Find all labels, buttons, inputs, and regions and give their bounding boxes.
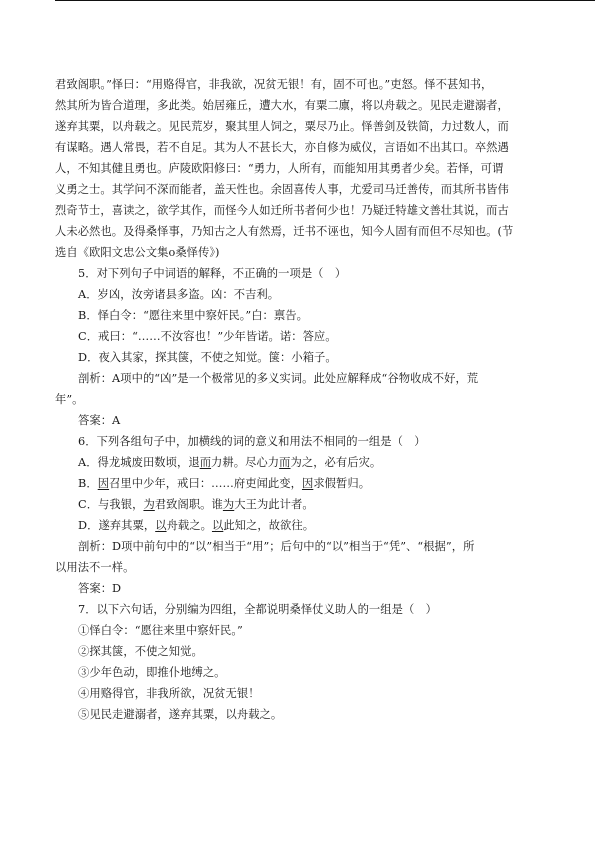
question-stem: 5．对下列句子中词语的解释，不正确的一项是（ ） <box>78 267 347 280</box>
underlined-word: 因 <box>301 477 314 490</box>
document-body <box>55 74 543 725</box>
option-text: 舟载之。 <box>166 519 212 532</box>
option-text: A．得龙城废田数顷，退 <box>78 456 200 469</box>
analysis-text: 年”。 <box>55 393 84 406</box>
option-d <box>55 515 543 536</box>
question-stem: 7．以下六句话，分别编为四组，全都说明桑怿仗义助人的一组是（ ） <box>78 603 437 616</box>
list-item: ①怿白令：“愿往来里中察奸民。” <box>78 624 243 637</box>
passage-line: 烈奇节士，喜读之，欲学其作，而怪今人如迁所书者何少也！乃疑迁特雄文善壮其说，而古 <box>55 204 509 217</box>
question-7 <box>55 599 543 725</box>
list-item: ⑤见民走避溺者，遂弃其粟，以舟载之。 <box>78 708 283 721</box>
option-text: C．与我银， <box>78 498 144 511</box>
page-top-rule <box>55 0 595 1</box>
option-text: 此知之，故欲往。 <box>223 519 315 532</box>
question-stem: 6．下列各组句子中，加横线的词的意义和用法不相同的一组是（ ） <box>78 435 426 448</box>
option-d: D．夜入其家，探其箧，不使之知觉。箧：小箱子。 <box>78 351 337 364</box>
list-item: ④用赂得官，非我所欲，况贫无银！ <box>78 687 260 700</box>
underlined-word: 以 <box>155 519 167 532</box>
passage-line: 义勇之士。其学问不深而能者，盖天性也。余固喜传人事，尤爱司马迁善传，而其所书皆伟 <box>55 183 509 196</box>
question-6 <box>55 431 543 599</box>
passage-line: 人，不知其健且勇也。庐陵欧阳修曰：“勇力，人所有，而能知用其勇者少矣。若怿，可谓 <box>55 162 504 175</box>
passage-line: 选自《欧阳文忠公文集o桑怿传》) <box>55 246 220 259</box>
passage-line: 遂弃其粟，以舟载之。见民荒岁，聚其里人饲之，粟尽乃止。怿善剑及铁简，力过数人，而 <box>55 120 509 133</box>
passage-line: 然其所为皆合道理，多此类。始居雍丘，遭大水，有粟二廪，将以舟载之。见民走避溺者， <box>55 99 509 112</box>
option-text: 为之，必有后灾。 <box>290 456 382 469</box>
option-b: B．怿白令：“愿往来里中察奸民。”白：禀告。 <box>78 309 308 322</box>
underlined-word: 以 <box>211 519 224 532</box>
underlined-word: 而 <box>199 456 212 469</box>
option-a: A．岁凶，汝旁诸县多盗。凶：不吉利。 <box>78 288 280 301</box>
analysis-text: 剖析：D项中前句中的“以”相当于“用”；后句中的“以”相当于“凭”、“根据”，所 <box>78 540 475 553</box>
option-text: 求假暂归。 <box>313 477 371 490</box>
answer-text: 答案：D <box>78 582 122 595</box>
passage-line: 人未必然也。及得桑怿事，乃知古之人有然焉，迁书不诬也，知今人固有而但不尽知也。(节 <box>55 225 514 238</box>
analysis-text: 以用法不一样。 <box>55 561 135 574</box>
option-text: 大王为此计者。 <box>234 498 314 511</box>
underlined-word: 为 <box>222 498 235 511</box>
option-text: D．遂弃其粟， <box>78 519 156 532</box>
option-a <box>55 452 543 473</box>
passage <box>55 74 543 263</box>
list-item: ③少年色动，即推仆地缚之。 <box>78 666 226 679</box>
underlined-word: 为 <box>143 498 155 511</box>
option-text: 力耕。尽心力 <box>211 456 280 469</box>
list-item: ②探其箧，不使之知觉。 <box>78 645 203 658</box>
passage-line: 有谋略。遇人常畏，若不自足。其为人不甚长大，亦自修为威仪，言语如不出其口。卒然遇 <box>55 141 509 154</box>
analysis-text: 剖析：A项中的“凶”是一个极常见的多义实词。此处应解释成“谷物收成不好，荒 <box>78 372 479 385</box>
underlined-word: 因 <box>97 477 110 490</box>
option-c <box>55 494 543 515</box>
passage-line: 君致阁职。”怿曰：“用赂得官，非我欲，况贫无银！有，固不可也。”吏怒。怿不甚知书， <box>55 78 493 91</box>
option-text: 召里中少年，戒曰：……府吏闻此变， <box>109 477 302 490</box>
option-b: B．因召里中少年，戒曰：……府吏闻此变，因求假暂归。 <box>78 477 371 490</box>
option-c: C．戒曰：“……不汝容也！”少年皆诺。诺：答应。 <box>78 330 337 343</box>
answer-text: 答案：A <box>78 414 121 427</box>
option-text: 君致阁职。谁 <box>154 498 223 511</box>
underlined-word: 而 <box>279 456 291 469</box>
question-5 <box>55 263 543 431</box>
